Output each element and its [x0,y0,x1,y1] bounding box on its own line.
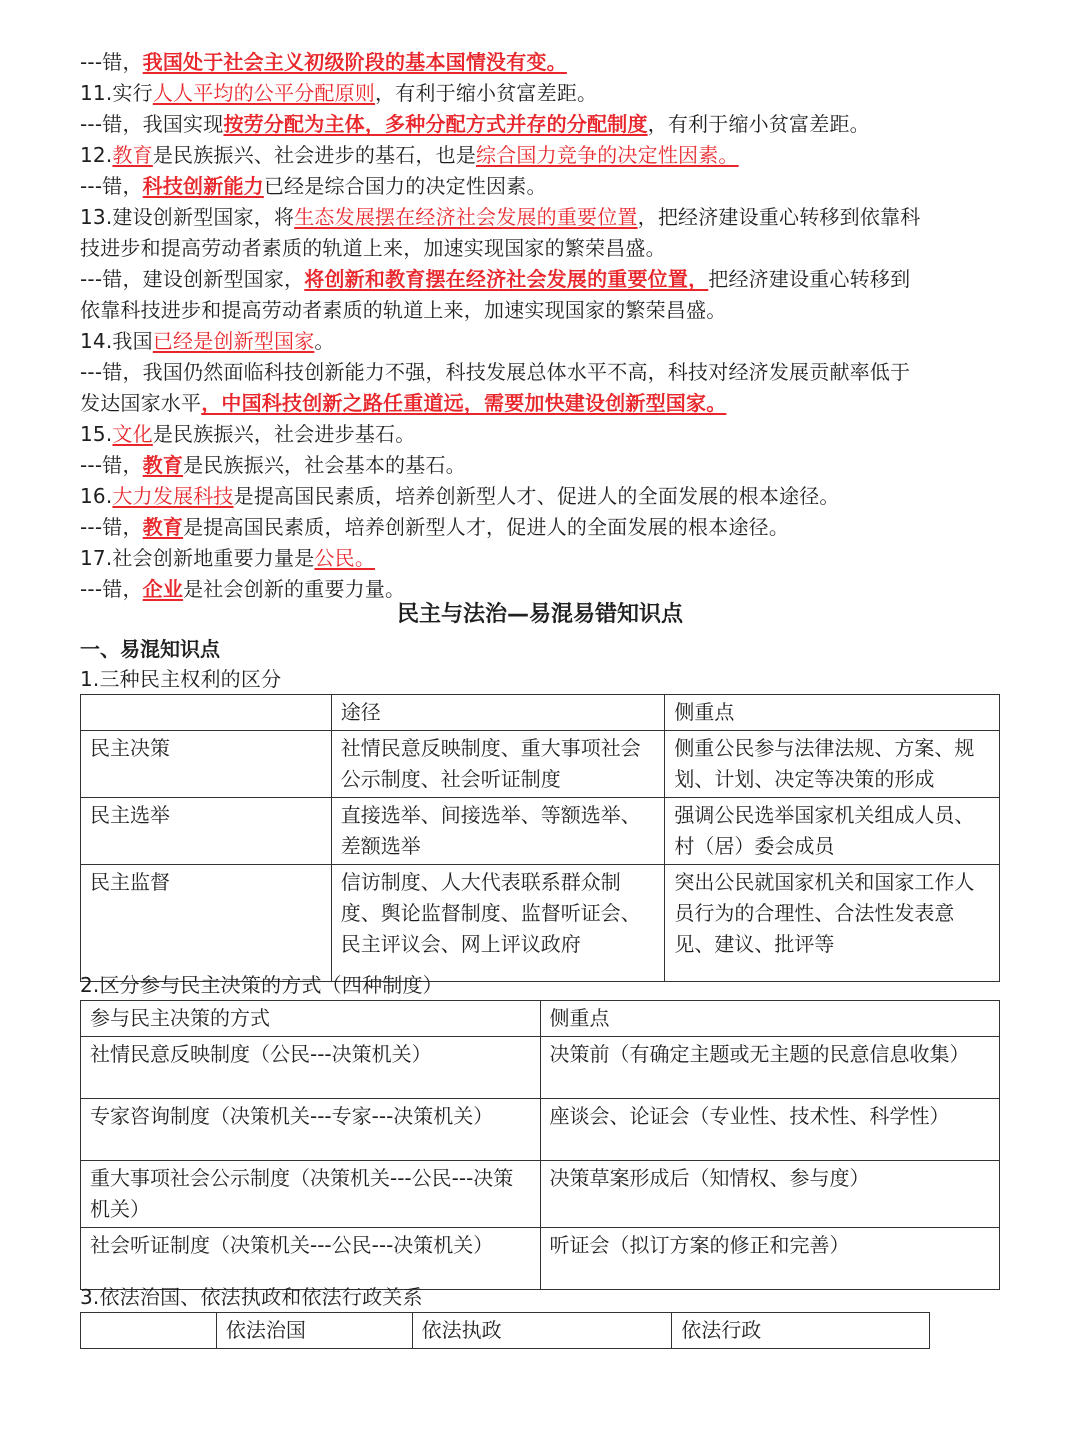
correction-line: ---错，我国处于社会主义初级阶段的基本国情没有变。 [80,50,567,74]
question-2-heading: 2.区分参与民主决策的方式（四种制度） [80,973,443,997]
item-15: 15.文化是民族振兴，社会进步基石。 [80,422,416,446]
table-row [81,798,1000,865]
table-cell: 决策草案形成后（知情权、参与度） [540,1161,1000,1228]
item-17: 17.社会创新地重要力量是公民。 [80,546,376,570]
table-row [81,1099,1000,1161]
table-cell: 决策前（有确定主题或无主题的民意信息收集） [540,1037,1000,1099]
table-cell: 突出公民就国家机关和国家工作人员行为的合理性、合法性发表意见、建议、批评等 [665,865,1000,982]
decision-methods-table [80,1000,1000,1290]
table-cell: 社情民意反映制度（公民---决策机关） [81,1037,541,1099]
item-11-correction: ---错，我国实现按劳分配为主体，多种分配方式并存的分配制度，有利于缩小贫富差距。 [80,112,870,136]
table-cell: 民主决策 [81,731,332,798]
header-cell: 参与民主决策的方式 [81,1001,541,1037]
table-cell: 听证会（拟订方案的修正和完善） [540,1228,1000,1290]
table-cell: 社会听证制度（决策机关---公民---决策机关） [81,1228,541,1290]
table-cell: 民主选举 [81,798,332,865]
rule-of-law-table [80,1312,930,1349]
item-13-cont: 技进步和提高劳动者素质的轨道上来，加速实现国家的繁荣昌盛。 [80,236,666,260]
item-14-correction: ---错，我国仍然面临科技创新能力不强，科技发展总体水平不高，科技对经济发展贡献率低于 [80,360,911,384]
item-13-correction: ---错，建设创新型国家，将创新和教育摆在经济社会发展的重要位置，把经济建设重心转移到 [80,267,911,291]
table-row [81,865,1000,982]
table-cell: 强调公民选举国家机关组成人员、村（居）委会成员 [665,798,1000,865]
table-row [81,1228,1000,1290]
section-title: 民主与法治—易混易错知识点 [396,602,683,627]
header-cell: 侧重点 [665,695,1000,731]
item-12: 12.教育是民族振兴、社会进步的基石，也是综合国力竞争的决定性因素。 [80,143,739,167]
democratic-rights-table [80,694,1000,982]
table-header-row [81,695,1000,731]
header-cell: 依法治国 [216,1313,412,1349]
table-cell: 信访制度、人大代表联系群众制度、舆论监督制度、监督听证会、民主评议会、网上评议政府 [331,865,665,982]
header-cell: 途径 [331,695,665,731]
item-15-correction: ---错，教育是民族振兴，社会基本的基石。 [80,453,466,477]
table-cell: 专家咨询制度（决策机关---专家---决策机关） [81,1099,541,1161]
table-row [81,731,1000,798]
item-14: 14.我国已经是创新型国家。 [80,329,335,353]
item-14-correction-cont: 发达国家水平，中国科技创新之路任重道远，需要加快建设创新型国家。 [80,391,727,415]
item-11: 11.实行人人平均的公平分配原则，有利于缩小贫富差距。 [80,81,598,105]
table-cell: 重大事项社会公示制度（决策机关---公民---决策机关） [81,1161,541,1228]
header-cell [81,695,332,731]
header-cell [81,1313,217,1349]
item-13-correction-cont: 依靠科技进步和提高劳动者素质的轨道上来，加速实现国家的繁荣昌盛。 [80,298,727,322]
table-cell: 座谈会、论证会（专业性、技术性、科学性） [540,1099,1000,1161]
item-13: 13.建设创新型国家，将生态发展摆在经济社会发展的重要位置，把经济建设重心转移到依靠科 [80,205,921,229]
header-cell: 侧重点 [540,1001,1000,1037]
table-cell: 侧重公民参与法律法规、方案、规划、计划、决定等决策的形成 [665,731,1000,798]
section-heading: 一、易混知识点 [80,637,220,661]
item-17-correction: ---错，企业是社会创新的重要力量。 [80,577,406,601]
item-16: 16.大力发展科技是提高国民素质，培养创新型人才、促进人的全面发展的根本途径。 [80,484,840,508]
table-header-row [81,1001,1000,1037]
header-cell: 依法行政 [672,1313,930,1349]
item-12-correction: ---错，科技创新能力已经是综合国力的决定性因素。 [80,174,547,198]
question-1-heading: 1.三种民主权利的区分 [80,667,282,691]
question-3-heading: 3.依法治国、依法执政和依法行政关系 [80,1285,423,1309]
item-16-correction: ---错，教育是提高国民素质，培养创新型人才，促进人的全面发展的根本途径。 [80,515,790,539]
table-cell: 民主监督 [81,865,332,982]
table-cell: 直接选举、间接选举、等额选举、差额选举 [331,798,665,865]
table-row [81,1161,1000,1228]
table-row [81,1037,1000,1099]
header-cell: 依法执政 [412,1313,672,1349]
table-cell: 社情民意反映制度、重大事项社会公示制度、社会听证制度 [331,731,665,798]
table-header-row [81,1313,930,1349]
